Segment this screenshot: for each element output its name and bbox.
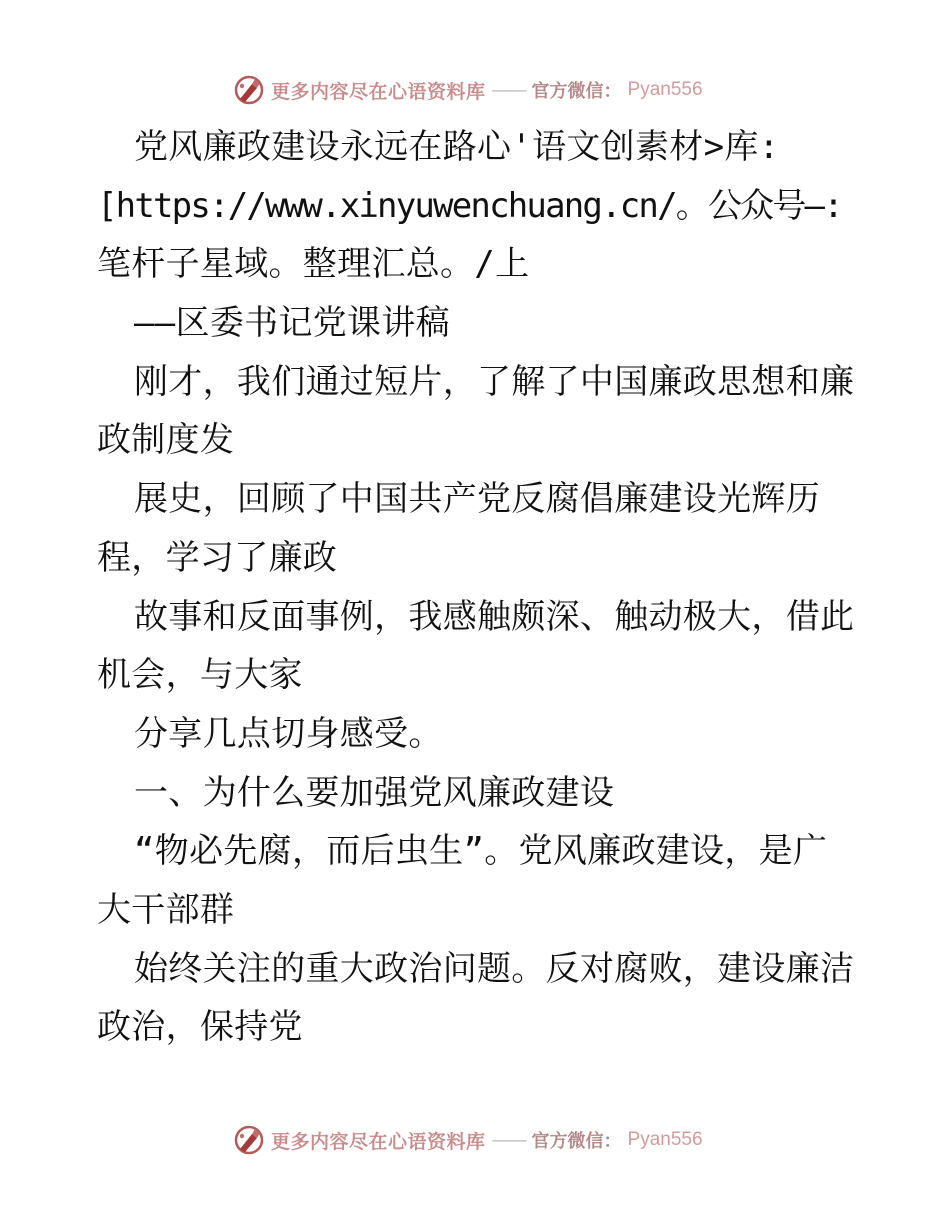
brand-text: 更多内容尽在心语资料库	[271, 80, 486, 103]
body-line: 故事和反面事例，我感触颇深、触动极大，借此	[134, 596, 855, 637]
body-line: 大干部群	[97, 889, 235, 930]
body-line: 政制度发	[97, 420, 235, 461]
body-line: [https://www.xinyuwenchuang.cn/。公众号—:	[97, 185, 842, 226]
header-watermark	[233, 72, 703, 108]
brand-text: 更多内容尽在心语资料库	[271, 1130, 486, 1153]
pen-nib-circle-icon	[233, 1124, 265, 1156]
body-line: 分享几点切身感受。	[134, 713, 443, 754]
wechat-id: Pyan556	[627, 1129, 703, 1150]
body-line: 政治，保持党	[97, 1007, 303, 1048]
body-line: 始终关注的重大政治问题。反对腐败，建设廉洁	[134, 948, 855, 989]
footer-watermark	[233, 1122, 703, 1158]
pen-nib-circle-icon	[233, 74, 265, 106]
body-line: 程，学习了廉政	[97, 537, 338, 578]
body-line: 展史，回顾了中国共产党反腐倡廉建设光辉历	[134, 479, 820, 520]
brand-dash: ——	[491, 79, 526, 101]
brand-dash: ——	[491, 1129, 526, 1151]
body-line: 机会，与大家	[97, 655, 303, 696]
section-heading: 一、为什么要加强党风廉政建设	[134, 772, 615, 813]
wechat-label: 官方微信：	[531, 1131, 622, 1152]
wechat-label: 官方微信：	[531, 81, 622, 102]
body-line: “物必先腐，而后虫生”。党风廉政建设，是广	[134, 831, 828, 872]
document-body	[97, 118, 857, 1057]
wechat-id: Pyan556	[627, 79, 703, 100]
body-line: ——区委书记党课讲稿	[134, 303, 450, 344]
body-line: 刚才，我们通过短片，了解了中国廉政思想和廉	[134, 361, 855, 402]
body-line: 笔杆子星域。整理汇总。/上	[97, 244, 530, 285]
body-line: 党风廉政建设永远在路心'语文创素材>库:	[134, 127, 780, 167]
